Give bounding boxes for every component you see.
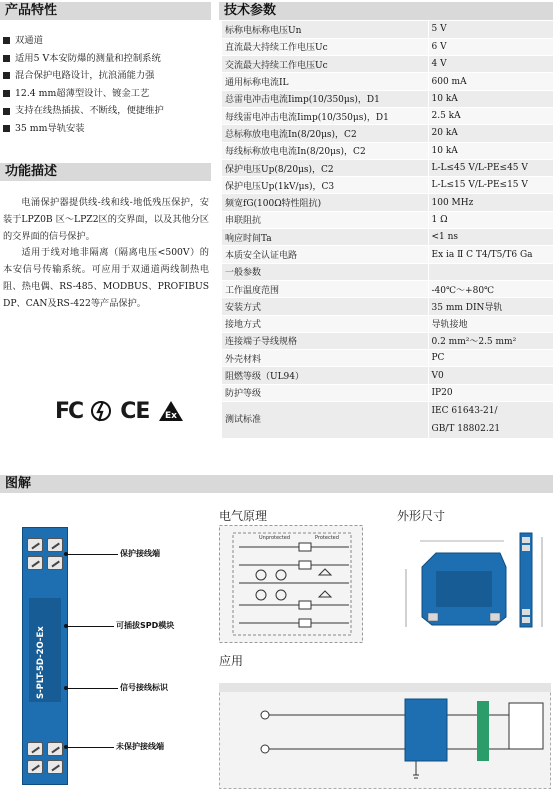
spec-value: IEC 61643-21/ GB/T 18802.21	[428, 402, 553, 439]
spec-key: 总雷电冲击电流Iimp(10/350μs)，D1	[222, 90, 428, 107]
spec-value: L-L≤15 V/L-PE≤15 V	[428, 177, 553, 194]
certification-logos	[55, 398, 185, 424]
feature-item	[3, 85, 218, 103]
feature-text: 适用5 V本安防爆的测量和控制系统	[15, 52, 161, 64]
spec-value: 1 Ω	[428, 211, 553, 228]
terminal-screw-icon	[47, 760, 63, 774]
spec-row	[222, 367, 553, 384]
lightning-ground-icon	[90, 399, 112, 423]
feature-item	[3, 102, 218, 120]
fcc-logo: FC	[55, 398, 83, 424]
function-paragraph-2: 适用于线对地非隔离（隔离电压<500V）的本安信号传输系统。可应用于双通道两线制热电阻、热电偶、RS-485、MODBUS、PROFIBUS DP、CAN及RS-422等产品保护。	[3, 247, 209, 309]
bullet-square-icon	[3, 108, 10, 115]
spec-key: 外壳材料	[222, 350, 428, 367]
feature-item	[3, 50, 218, 68]
spec-value: 100 MHz	[428, 194, 553, 211]
spec-row	[222, 350, 553, 367]
spec-value: 5 V	[428, 21, 553, 38]
spec-value: L-L≤45 V/L-PE≤45 V	[428, 159, 553, 176]
terminal-screw-icon	[47, 538, 63, 552]
device-model-text: S-PLT-5D-2O-Ex	[36, 626, 46, 699]
bullet-square-icon	[3, 90, 10, 97]
spec-row	[222, 73, 553, 90]
spec-value: <1 ns	[428, 229, 553, 246]
spec-row	[222, 280, 553, 297]
spec-row	[222, 332, 553, 349]
spec-key: 标称电标称电压Un	[222, 21, 428, 38]
spec-value: 600 mA	[428, 73, 553, 90]
callout-pluggable-module: 可插拔SPD模块	[116, 621, 175, 630]
spec-key: 串联阻抗	[222, 211, 428, 228]
callout-unprotected-terminal: 未保护接线端	[116, 742, 164, 751]
function-title: 功能描述	[0, 163, 211, 181]
terminal-screw-icon	[27, 760, 43, 774]
spec-row	[222, 159, 553, 176]
spec-key: 保护电压Up(8/20μs)，C2	[222, 159, 428, 176]
diagrams-title: 图解	[0, 475, 553, 493]
svg-text:Unprotected: Unprotected	[259, 535, 291, 541]
svg-text:Protected: Protected	[315, 535, 339, 541]
spec-row	[222, 211, 553, 228]
spec-value: 20 kA	[428, 125, 553, 142]
spec-key: 直流最大持续工作电压Uc	[222, 38, 428, 55]
spec-row	[222, 107, 553, 124]
spec-value: 10 kA	[428, 142, 553, 159]
spec-value: 10 kA	[428, 90, 553, 107]
spec-key: 本质安全认证电路	[222, 246, 428, 263]
spec-key: 响应时间Ta	[222, 229, 428, 246]
spec-value: IP20	[428, 384, 553, 401]
callout-signal-marking: 信号接线标识	[120, 683, 168, 692]
spec-row	[222, 56, 553, 73]
spec-value: Ex ia Ⅱ C T4/T5/T6 Ga	[428, 246, 553, 263]
spec-row	[222, 402, 553, 439]
spec-key: 工作温度范围	[222, 280, 428, 297]
spec-value: PC	[428, 350, 553, 367]
feature-item	[3, 120, 218, 138]
bullet-square-icon	[3, 125, 10, 132]
spec-key: 总标称放电电流In(8/20μs)，C2	[222, 125, 428, 142]
features-title: 产品特性	[0, 2, 211, 20]
electrical-schematic-title: 电气原理	[219, 509, 268, 523]
spec-row	[222, 315, 553, 332]
features-list	[3, 32, 218, 138]
spec-key: 每线雷电冲击电流Iimp(10/350μs)，D1	[222, 107, 428, 124]
spec-value: 2.5 kA	[428, 107, 553, 124]
spec-row	[222, 38, 553, 55]
spec-key: 频宽fG(100Ω特性阻抗)	[222, 194, 428, 211]
terminal-screw-icon	[47, 556, 63, 570]
spec-row	[222, 177, 553, 194]
spec-key: 测试标准	[222, 402, 428, 439]
terminal-screw-icon	[27, 556, 43, 570]
spec-row	[222, 194, 553, 211]
feature-text: 支持在线热插拔、不断线，便捷维护	[15, 105, 164, 117]
spec-row	[222, 298, 553, 315]
spec-row	[222, 246, 553, 263]
spec-value	[428, 263, 553, 280]
specs-table	[222, 21, 553, 439]
spec-key: 保护电压Up(1kV/μs)，C3	[222, 177, 428, 194]
spec-value: 6 V	[428, 38, 553, 55]
spec-row	[222, 125, 553, 142]
ex-hazard-icon	[157, 399, 185, 423]
callout-protected-terminal: 保护接线端	[120, 549, 160, 558]
bullet-square-icon	[3, 37, 10, 44]
function-paragraph-1: 电涌保护器提供线-线和线-地低残压保护，安装于LPZ0B 区～LPZ2区的交界面，以及其他分区的交界面的信号保护。	[3, 197, 209, 242]
spec-row	[222, 90, 553, 107]
terminal-screw-icon	[27, 742, 43, 756]
bullet-square-icon	[3, 55, 10, 62]
spec-key: 安装方式	[222, 298, 428, 315]
spec-key: 一般参数	[222, 263, 428, 280]
spec-value: -40℃～+80℃	[428, 280, 553, 297]
spec-value: 35 mm DIN导轨	[428, 298, 553, 315]
feature-text: 双通道	[15, 35, 43, 46]
bullet-square-icon	[3, 72, 10, 79]
spec-key: 每线标称放电电流In(8/20μs)，C2	[222, 142, 428, 159]
feature-item	[3, 67, 218, 85]
spec-row	[222, 21, 553, 38]
dimension-drawing	[392, 527, 552, 645]
spec-value: 导轨接地	[428, 315, 553, 332]
spec-value: V0	[428, 367, 553, 384]
svg-text:Ex: Ex	[165, 411, 178, 421]
spec-key: 接地方式	[222, 315, 428, 332]
feature-text: 12.4 mm超薄型设计、镀金工艺	[15, 87, 150, 99]
spec-row	[222, 142, 553, 159]
spec-key: 连接端子导线规格	[222, 332, 428, 349]
electrical-schematic	[219, 525, 363, 643]
spec-value: 0.2 mm²～2.5 mm²	[428, 332, 553, 349]
ce-logo: CE	[120, 398, 150, 424]
spec-value: 4 V	[428, 56, 553, 73]
specs-title: 技术参数	[219, 2, 553, 20]
function-description	[3, 195, 209, 313]
application-diagram	[219, 683, 551, 789]
feature-text: 35 mm导轨安装	[15, 122, 85, 134]
spec-key: 阻燃等级（UL94）	[222, 367, 428, 384]
spec-row	[222, 384, 553, 401]
spec-row	[222, 229, 553, 246]
spec-row	[222, 263, 553, 280]
spec-key: 通用标称电流IL	[222, 73, 428, 90]
spec-key: 交流最大持续工作电压Uc	[222, 56, 428, 73]
feature-text: 混合保护电路设计，抗浪涌能力强	[15, 70, 155, 82]
dimension-drawing-title: 外形尺寸	[397, 509, 446, 523]
spec-key: 防护等级	[222, 384, 428, 401]
terminal-screw-icon	[27, 538, 43, 552]
terminal-screw-icon	[47, 742, 63, 756]
feature-item	[3, 32, 218, 50]
application-title: 应用	[219, 654, 244, 668]
